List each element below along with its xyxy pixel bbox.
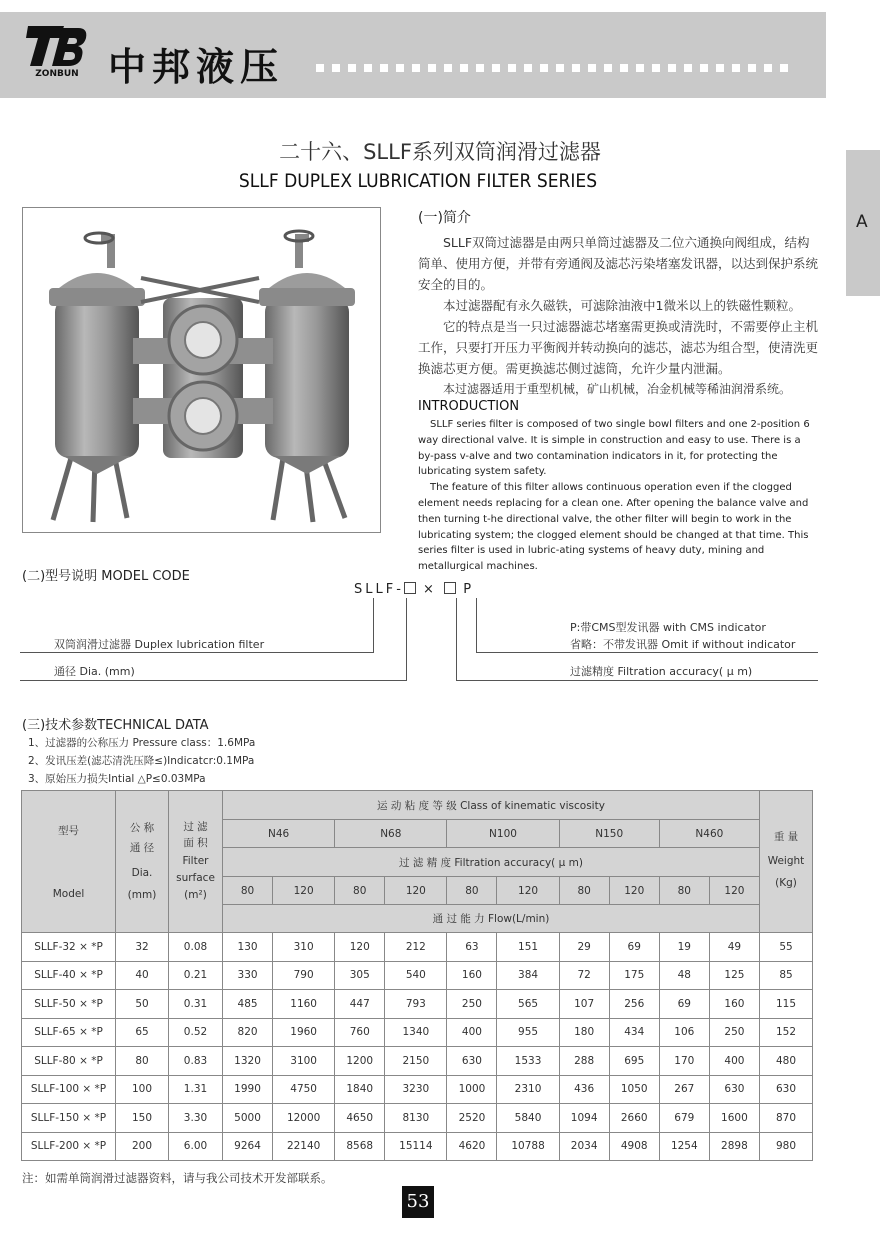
table-cell: 0.21 <box>169 961 223 990</box>
header-dot <box>492 64 500 72</box>
table-cell: 120 <box>335 933 385 962</box>
table-row <box>22 1104 813 1133</box>
table-cell: 125 <box>709 961 759 990</box>
table-cell: 250 <box>447 990 497 1019</box>
table-cell: 100 <box>116 1075 169 1104</box>
connector-line <box>456 680 818 681</box>
table-cell: 480 <box>760 1047 813 1076</box>
table-cell: 4908 <box>609 1132 659 1161</box>
table-cell: 2660 <box>609 1104 659 1133</box>
table-cell: SLLF-40 × *P <box>22 961 116 990</box>
th-accuracy-value: 80 <box>659 877 709 905</box>
table-cell: 630 <box>447 1047 497 1076</box>
table-cell: 2520 <box>447 1104 497 1133</box>
table-cell: SLLF-150 × *P <box>22 1104 116 1133</box>
th-area-cn: 过 滤 面 积 <box>183 821 208 849</box>
intro-cn-text <box>418 232 818 400</box>
th-viscosity: 运 动 粘 度 等 级 Class of kinematic viscosity <box>223 791 760 820</box>
table-cell: 65 <box>116 1018 169 1047</box>
table-cell: 160 <box>447 961 497 990</box>
th-accuracy-value: 80 <box>559 877 609 905</box>
table-cell: 330 <box>223 961 273 990</box>
header-dot <box>348 64 356 72</box>
page-title-en: SLLF DUPLEX LUBRICATION FILTER SERIES <box>238 170 598 192</box>
connector-line <box>20 680 407 681</box>
table-cell: 212 <box>385 933 447 962</box>
table-cell: 3230 <box>385 1075 447 1104</box>
model-code-string <box>354 582 474 597</box>
header-dot <box>476 64 484 72</box>
code-x: × <box>423 582 437 597</box>
tech-heading: (三)技术参数TECHNICAL DATA <box>22 718 209 733</box>
table-cell: 250 <box>709 1018 759 1047</box>
table-cell: 6.00 <box>169 1132 223 1161</box>
table-cell: 679 <box>659 1104 709 1133</box>
intro-cn-para-2: 本过滤器配有永久磁铁，可滤除油液中1微米以上的铁磁性颗粒。 <box>443 298 801 313</box>
th-dia-en: Dia. (mm) <box>127 866 157 901</box>
header-dot <box>396 64 404 72</box>
table-cell: 106 <box>659 1018 709 1047</box>
table-cell: 760 <box>335 1018 385 1047</box>
table-cell: 565 <box>497 990 559 1019</box>
header-dot <box>444 64 452 72</box>
table-cell: 0.83 <box>169 1047 223 1076</box>
intro-en-heading: INTRODUCTION <box>418 399 520 414</box>
table-row <box>22 933 813 962</box>
table-row <box>22 1047 813 1076</box>
th-flow: 通 过 能 力 Flow(L/min) <box>223 905 760 933</box>
th-accuracy-value: 80 <box>447 877 497 905</box>
th-accuracy-value: 120 <box>497 877 559 905</box>
label-accuracy: 过滤精度 Filtration accuracy( μ m) <box>570 665 753 678</box>
table-cell: 870 <box>760 1104 813 1133</box>
th-accuracy: 过 滤 精 度 Filtration accuracy( μ m) <box>223 848 760 877</box>
th-grade: N68 <box>335 820 447 848</box>
table-cell: 160 <box>709 990 759 1019</box>
th-dia <box>116 791 169 933</box>
table-cell: 1094 <box>559 1104 609 1133</box>
table-cell: 8130 <box>385 1104 447 1133</box>
tech-line-2: 2、发讯压差(滤芯清洗压降≤)Indicatcr:0.1MPa <box>28 755 255 767</box>
table-cell: 4650 <box>335 1104 385 1133</box>
th-area <box>169 791 223 933</box>
table-cell: 2898 <box>709 1132 759 1161</box>
table-cell: 540 <box>385 961 447 990</box>
table-cell: SLLF-65 × *P <box>22 1018 116 1047</box>
table-cell: 485 <box>223 990 273 1019</box>
th-area-en: Filter surface (m²) <box>176 855 215 901</box>
table-cell: 434 <box>609 1018 659 1047</box>
table-cell: 10788 <box>497 1132 559 1161</box>
table-cell: SLLF-32 × *P <box>22 933 116 962</box>
header-dot <box>412 64 420 72</box>
table-cell: 384 <box>497 961 559 990</box>
table-cell: 80 <box>116 1047 169 1076</box>
header-dot <box>764 64 772 72</box>
table-cell: 1960 <box>273 1018 335 1047</box>
table-cell: 2150 <box>385 1047 447 1076</box>
th-grade: N100 <box>447 820 559 848</box>
th-accuracy-value: 120 <box>385 877 447 905</box>
table-cell: 1254 <box>659 1132 709 1161</box>
table-cell: 200 <box>116 1132 169 1161</box>
header-dot <box>780 64 788 72</box>
th-weight-cn: 重 量 <box>773 831 799 843</box>
connector-line <box>406 598 407 680</box>
table-cell: 22140 <box>273 1132 335 1161</box>
table-cell: 1840 <box>335 1075 385 1104</box>
table-cell: 288 <box>559 1047 609 1076</box>
table-cell: 175 <box>609 961 659 990</box>
table-cell: 1320 <box>223 1047 273 1076</box>
code-prefix: SLLF- <box>354 582 404 597</box>
header-dot <box>524 64 532 72</box>
header-dot <box>700 64 708 72</box>
table-cell: 630 <box>709 1075 759 1104</box>
tech-line-3: 3、原始压力损失Intial △P≤0.03MPa <box>28 773 206 785</box>
header-dot <box>748 64 756 72</box>
table-cell: 3.30 <box>169 1104 223 1133</box>
table-cell: 130 <box>223 933 273 962</box>
header-dot <box>716 64 724 72</box>
table-cell: 256 <box>609 990 659 1019</box>
th-grade: N46 <box>223 820 335 848</box>
table-cell: 50 <box>116 990 169 1019</box>
th-grade: N460 <box>659 820 759 848</box>
header-dot <box>380 64 388 72</box>
table-cell: 8568 <box>335 1132 385 1161</box>
intro-cn-para-3: 它的特点是当一只过滤器滤芯堵塞需更换或清洗时，不需要停止主机工作，只要打开压力平衡阀并转动换向的滤芯，滤芯为组合型，使清洗更换滤芯更方便。需更换滤芯侧过滤筒，允许少量内泄漏。 <box>418 319 819 376</box>
table-cell: 820 <box>223 1018 273 1047</box>
intro-en-text <box>418 417 818 575</box>
th-grade: N150 <box>559 820 659 848</box>
connector-line <box>456 598 457 680</box>
header-dot <box>732 64 740 72</box>
th-weight <box>760 791 813 933</box>
table-cell: 0.31 <box>169 990 223 1019</box>
code-suffix: P <box>463 582 475 597</box>
table-cell: 32 <box>116 933 169 962</box>
table-cell: 15114 <box>385 1132 447 1161</box>
page-title-cn: 二十六、SLLF系列双筒润滑过滤器 <box>279 140 601 164</box>
zonbun-logo <box>24 22 90 78</box>
table-cell: 5000 <box>223 1104 273 1133</box>
logo-text: ZONBUN <box>35 69 79 78</box>
th-dia-cn: 公 称 通 径 <box>129 821 155 854</box>
table-row <box>22 990 813 1019</box>
th-accuracy-value: 80 <box>223 877 273 905</box>
table-cell: 170 <box>659 1047 709 1076</box>
table-cell: 40 <box>116 961 169 990</box>
table-cell: 151 <box>497 933 559 962</box>
header-dot <box>620 64 628 72</box>
table-cell: 980 <box>760 1132 813 1161</box>
table-cell: 3100 <box>273 1047 335 1076</box>
label-dia: 通径 Dia. (mm) <box>54 665 135 678</box>
header-dot <box>428 64 436 72</box>
table-cell: 72 <box>559 961 609 990</box>
table-cell: 152 <box>760 1018 813 1047</box>
duplex-filter-illustration <box>23 208 380 532</box>
table-cell: 12000 <box>273 1104 335 1133</box>
th-accuracy-value: 120 <box>609 877 659 905</box>
table-cell: 630 <box>760 1075 813 1104</box>
table-cell: 1200 <box>335 1047 385 1076</box>
table-cell: 2310 <box>497 1075 559 1104</box>
table-cell: SLLF-100 × *P <box>22 1075 116 1104</box>
table-cell: 29 <box>559 933 609 962</box>
table-cell: 695 <box>609 1047 659 1076</box>
table-row <box>22 961 813 990</box>
table-cell: 55 <box>760 933 813 962</box>
header-dot <box>508 64 516 72</box>
intro-cn-para-4: 本过滤器适用于重型机械，矿山机械，冶金机械等稀油润滑系统。 <box>443 382 792 396</box>
header-dots <box>316 64 788 72</box>
header-dot <box>572 64 580 72</box>
table-cell: 48 <box>659 961 709 990</box>
table-cell: 85 <box>760 961 813 990</box>
th-weight-en: Weight (Kg) <box>767 855 805 889</box>
table-row <box>22 1075 813 1104</box>
table-cell: 1160 <box>273 990 335 1019</box>
th-accuracy-value: 80 <box>335 877 385 905</box>
page-number: 53 <box>402 1186 434 1218</box>
table-cell: SLLF-80 × *P <box>22 1047 116 1076</box>
table-cell: 63 <box>447 933 497 962</box>
header-dot <box>556 64 564 72</box>
table-cell: 150 <box>116 1104 169 1133</box>
table-cell: 305 <box>335 961 385 990</box>
table-row <box>22 1132 813 1161</box>
th-model-en: Model <box>52 888 85 900</box>
label-p: P:带CMS型发讯器 with CMS indicator <box>570 621 766 634</box>
table-cell: SLLF-200 × *P <box>22 1132 116 1161</box>
table-cell: 115 <box>760 990 813 1019</box>
table-cell: 436 <box>559 1075 609 1104</box>
table-cell: 2034 <box>559 1132 609 1161</box>
product-photo <box>22 207 381 533</box>
header-dot <box>364 64 372 72</box>
table-cell: 1340 <box>385 1018 447 1047</box>
table-cell: 1600 <box>709 1104 759 1133</box>
table-cell: 400 <box>709 1047 759 1076</box>
th-accuracy-value: 120 <box>273 877 335 905</box>
table-cell: 5840 <box>497 1104 559 1133</box>
side-tab-label: A <box>856 212 868 232</box>
table-cell: 69 <box>609 933 659 962</box>
table-cell: 9264 <box>223 1132 273 1161</box>
intro-en-para-1: SLLF series filter is composed of two single bowl filters and one 2-position 6 way directional valve. It is simple in construction and easy to use. There is a by-pass v-alve and two contamination indicators in it, for protecting the lubricating system safety. <box>418 419 810 478</box>
table-cell: 1050 <box>609 1075 659 1104</box>
table-cell: SLLF-50 × *P <box>22 990 116 1019</box>
table-body <box>22 933 813 1161</box>
table-cell: 1990 <box>223 1075 273 1104</box>
th-model-cn: 型号 <box>58 825 79 837</box>
table-cell: 310 <box>273 933 335 962</box>
model-code-heading: (二)型号说明 MODEL CODE <box>22 569 190 584</box>
table-cell: 107 <box>559 990 609 1019</box>
intro-en-para-2: The feature of this filter allows continuous operation even if the clogged element needs replacing for a clean one. After opening the balance valve and then turning t-he directional valve, the other filter will begin to work in the lubricating system; the clogged element should be changed at that time. This series filter is used in lubric-ating systems of heavy duty, mining and metallurgical machines. <box>418 482 809 573</box>
table-cell: 955 <box>497 1018 559 1047</box>
table-cell: 69 <box>659 990 709 1019</box>
brand-name: 中邦液压 <box>108 45 285 89</box>
label-omit: 省略：不带发讯器 Omit if without indicator <box>570 638 796 651</box>
intro-heading: (一)简介 <box>418 210 471 226</box>
footer-note: 注：如需单筒润滑过滤器资料，请与我公司技术开发部联系。 <box>22 1171 333 1185</box>
table-cell: 0.52 <box>169 1018 223 1047</box>
table-cell: 400 <box>447 1018 497 1047</box>
header-dot <box>684 64 692 72</box>
table-cell: 790 <box>273 961 335 990</box>
connector-line <box>476 652 818 653</box>
table-cell: 19 <box>659 933 709 962</box>
side-tab <box>846 150 880 296</box>
connector-line <box>373 598 374 652</box>
table-cell: 1.31 <box>169 1075 223 1104</box>
label-filter: 双筒润滑过滤器 Duplex lubrication filter <box>54 638 265 651</box>
table-cell: 267 <box>659 1075 709 1104</box>
tech-data-table <box>21 790 813 1161</box>
intro-cn-para-1: SLLF双筒过滤器是由两只单筒过滤器及二位六通换向阀组成，结构简单、使用方便，并带有旁通阀及滤芯污染堵塞发讯器，以达到保护系统安全的目的。 <box>418 235 819 292</box>
tech-line-1: 1、过滤器的公称压力 Pressure class：1.6MPa <box>28 737 256 749</box>
code-box-2 <box>444 582 456 594</box>
header-dot <box>316 64 324 72</box>
table-cell: 447 <box>335 990 385 1019</box>
header-dot <box>652 64 660 72</box>
table-cell: 0.08 <box>169 933 223 962</box>
connector-line <box>20 652 374 653</box>
th-accuracy-value: 120 <box>709 877 759 905</box>
connector-line <box>476 598 477 652</box>
table-cell: 1000 <box>447 1075 497 1104</box>
header-dot <box>668 64 676 72</box>
header-dot <box>588 64 596 72</box>
header-dot <box>604 64 612 72</box>
th-model <box>22 791 116 933</box>
table-row <box>22 1018 813 1047</box>
code-box-1 <box>404 582 416 594</box>
table-cell: 1533 <box>497 1047 559 1076</box>
header-dot <box>332 64 340 72</box>
table-cell: 180 <box>559 1018 609 1047</box>
table-cell: 4750 <box>273 1075 335 1104</box>
table-cell: 4620 <box>447 1132 497 1161</box>
header-dot <box>636 64 644 72</box>
table-cell: 793 <box>385 990 447 1019</box>
header-dot <box>460 64 468 72</box>
table-cell: 49 <box>709 933 759 962</box>
header-dot <box>540 64 548 72</box>
